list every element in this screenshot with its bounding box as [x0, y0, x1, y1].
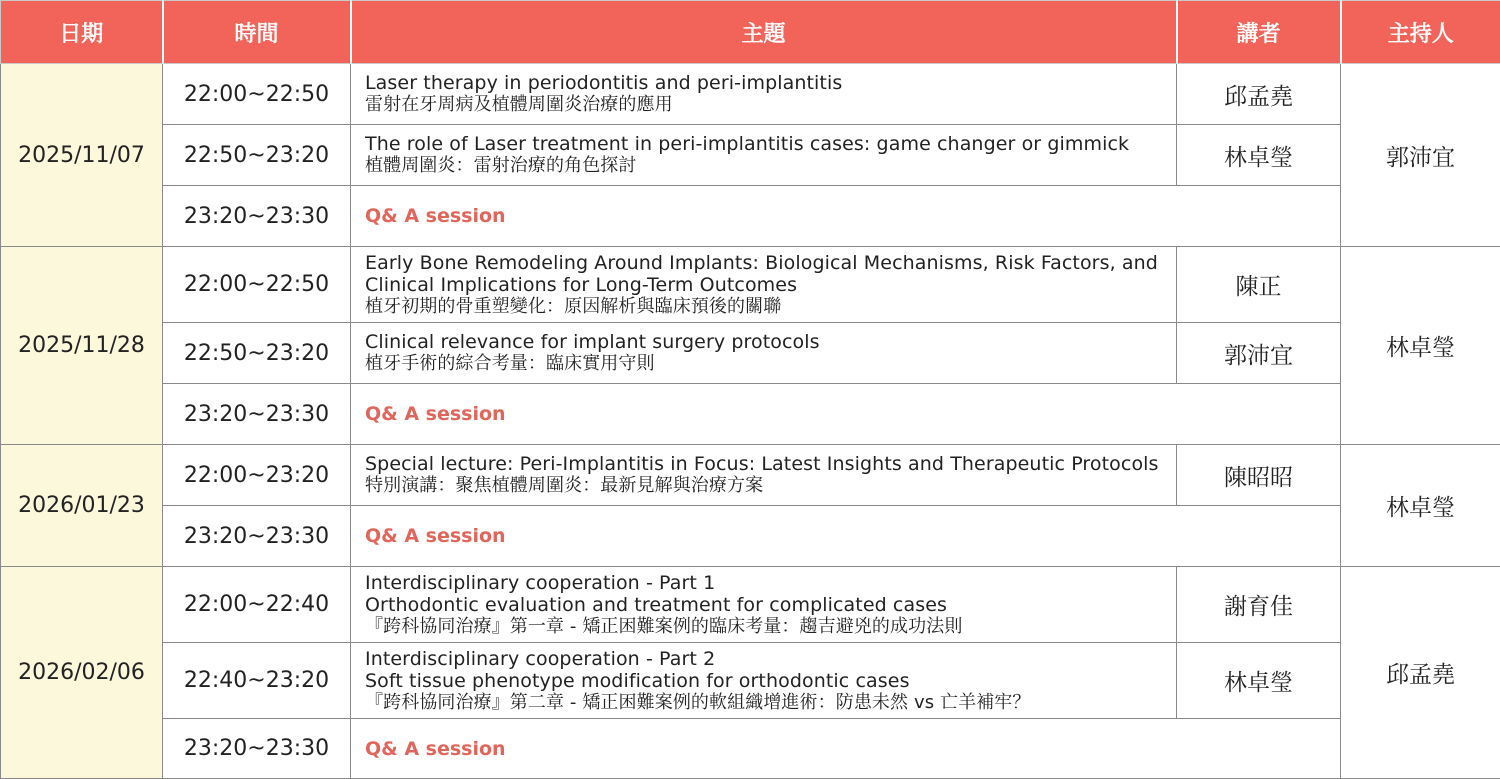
session-time: 23:20~23:30 [163, 186, 351, 247]
session-host: 林卓瑩 [1341, 247, 1500, 445]
session-date: 2026/01/23 [1, 445, 163, 567]
topic-line-en: Special lecture: Peri-Implantitis in Focus: Latest Insights and Therapeutic Protocols [365, 453, 1159, 475]
table-row [1, 247, 1500, 323]
session-time: 22:50~23:20 [163, 323, 351, 384]
topic-line-en: Clinical relevance for implant surgery protocols [365, 331, 820, 353]
header-date: 日期 [1, 1, 163, 64]
table-row [1, 445, 1500, 506]
session-speaker: 林卓瑩 [1177, 125, 1341, 186]
topic-line-zh: 『跨科協同治療』第二章 - 矯正困難案例的軟組織增進術：防患未然 vs 亡羊補牢？ [365, 691, 1031, 713]
session-speaker: 郭沛宜 [1177, 323, 1341, 384]
topic-line-en: Orthodontic evaluation and treatment for complicated cases [365, 593, 948, 616]
qa-session-label: Q& A session [351, 186, 1341, 247]
session-time: 22:00~22:50 [163, 64, 351, 125]
session-time: 23:20~23:30 [163, 719, 351, 779]
qa-session-label: Q& A session [351, 719, 1341, 779]
session-time: 23:20~23:30 [163, 384, 351, 445]
topic-line-en: Interdisciplinary cooperation - Part 2 [365, 647, 716, 670]
topic-line-en: Soft tissue phenotype modification for orthodontic cases [365, 669, 910, 692]
table-row [1, 323, 1500, 384]
qa-session-label: Q& A session [351, 506, 1341, 567]
header-topic: 主題 [351, 1, 1177, 64]
session-time: 22:40~23:20 [163, 643, 351, 719]
table-row [1, 186, 1500, 247]
session-speaker: 陳昭昭 [1177, 445, 1341, 506]
topic-line-zh: 植牙初期的骨重塑變化：原因解析與臨床預後的關聯 [365, 295, 782, 317]
session-topic [351, 567, 1177, 643]
topic-line-en: Interdisciplinary cooperation - Part 1 [365, 571, 716, 594]
header-time: 時間 [163, 1, 351, 64]
session-topic [351, 323, 1177, 384]
session-date: 2026/02/06 [1, 567, 163, 779]
topic-line-zh: 植牙手術的綜合考量：臨床實用守則 [365, 353, 655, 374]
session-host: 林卓瑩 [1341, 445, 1500, 567]
table-row [1, 506, 1500, 567]
topic-line-en: Early Bone Remodeling Around Implants: Biological Mechanisms, Risk Factors, and [365, 251, 1158, 274]
session-host: 邱孟堯 [1341, 567, 1500, 779]
topic-line-zh: 植體周圍炎：雷射治療的角色探討 [365, 155, 637, 176]
topic-line-en: The role of Laser treatment in peri-implantitis cases: game changer or gimmick [365, 133, 1130, 155]
session-topic [351, 445, 1177, 506]
table-row [1, 125, 1500, 186]
session-speaker: 陳正 [1177, 247, 1341, 323]
header-speaker: 講者 [1177, 1, 1341, 64]
topic-line-en: Clinical Implications for Long-Term Outcomes [365, 273, 798, 296]
session-time: 22:50~23:20 [163, 125, 351, 186]
table-row [1, 384, 1500, 445]
session-date: 2025/11/07 [1, 64, 163, 247]
table-row [1, 719, 1500, 779]
topic-line-en: Laser therapy in periodontitis and peri-implantitis [365, 72, 843, 94]
table-row [1, 643, 1500, 719]
session-time: 22:00~23:20 [163, 445, 351, 506]
topic-line-zh: 『跨科協同治療』第一章 - 矯正困難案例的臨床考量：趨吉避兇的成功法則 [365, 615, 963, 637]
qa-session-label: Q& A session [351, 384, 1341, 445]
session-speaker: 謝育佳 [1177, 567, 1341, 643]
session-time: 23:20~23:30 [163, 506, 351, 567]
session-speaker: 林卓瑩 [1177, 643, 1341, 719]
table-row [1, 64, 1500, 125]
session-time: 22:00~22:50 [163, 247, 351, 323]
session-topic [351, 643, 1177, 719]
session-topic [351, 125, 1177, 186]
topic-line-zh: 特別演講：聚焦植體周圍炎：最新見解與治療方案 [365, 475, 764, 496]
session-host: 郭沛宜 [1341, 64, 1500, 247]
session-speaker: 邱孟堯 [1177, 64, 1341, 125]
session-topic [351, 64, 1177, 125]
header-host: 主持人 [1341, 1, 1500, 64]
session-topic [351, 247, 1177, 323]
session-time: 22:00~22:40 [163, 567, 351, 643]
topic-line-zh: 雷射在牙周病及植體周圍炎治療的應用 [365, 94, 673, 115]
session-date: 2025/11/28 [1, 247, 163, 445]
table-row [1, 567, 1500, 643]
header-row [1, 1, 1500, 64]
